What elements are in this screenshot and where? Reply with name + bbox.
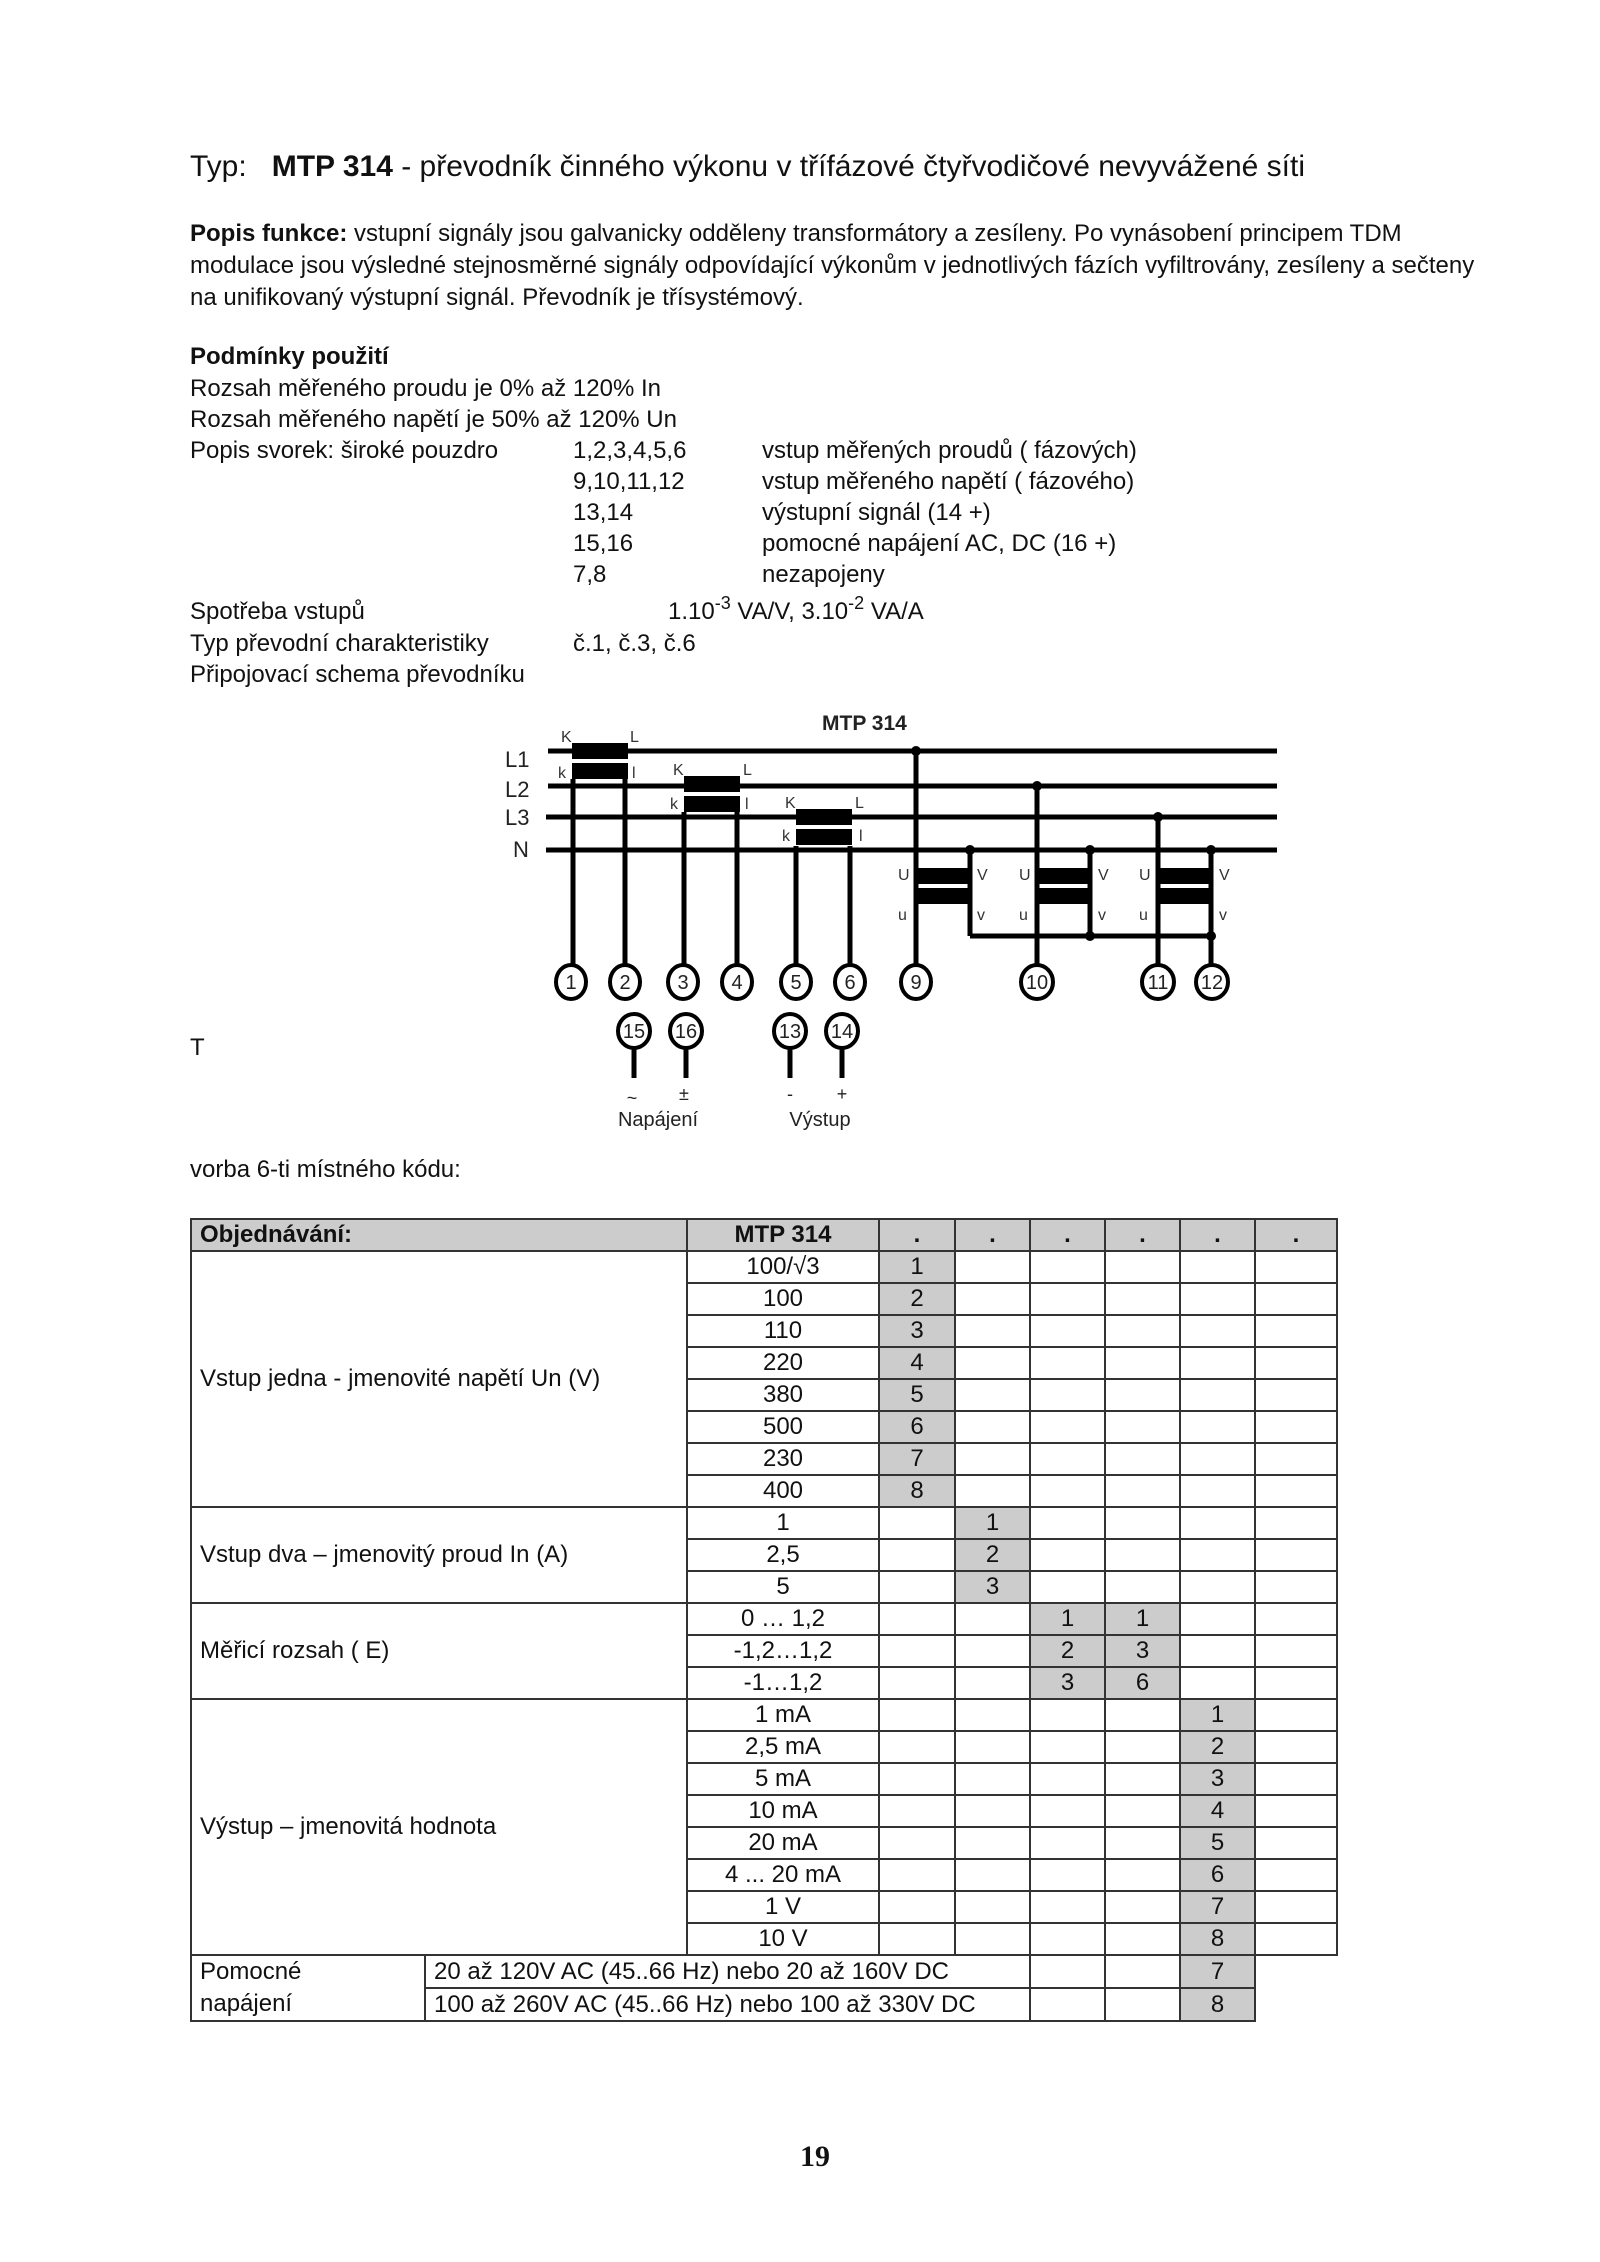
svg-text:u: u (1139, 907, 1148, 924)
page-number: 19 (800, 2140, 830, 2173)
code-cell (1255, 1667, 1337, 1699)
table-row (191, 1603, 1337, 1635)
code-cell (1255, 1507, 1337, 1539)
description-text: vstupní signály jsou galvanicky odděleny transformátory a zesíleny. Po vynásobení principem TDM modulace jsou výsledné stejnosměrné signály odpovídající výkonům v jednotlivých fázích vyfiltrovány, zesíleny a sečteny na unifikovaný výstupní signál. Převodník je třísystémový. (190, 220, 1475, 311)
code-cell: 2 (1180, 1731, 1255, 1763)
terminal-pins: 9,10,11,12 (573, 468, 685, 495)
code-cell (1105, 1731, 1180, 1763)
supply-label-line: Pomocné (200, 1958, 302, 1985)
characteristic-value: č.1, č.3, č.6 (573, 630, 696, 657)
svg-text:L: L (743, 762, 752, 779)
code-cell (955, 1859, 1030, 1891)
terminal-2: 2 (619, 972, 631, 994)
code-cell (879, 1571, 955, 1603)
code-cell (1105, 1379, 1180, 1411)
supply-option: 100 až 260V AC (45..66 Hz) nebo 100 až 330V DC (425, 1988, 1030, 2021)
code-cell (1105, 1251, 1180, 1283)
code-cell: 6 (1180, 1859, 1255, 1891)
svg-text:K: K (673, 762, 684, 779)
line-label-l1: L1 (505, 747, 530, 772)
svg-text:U: U (1139, 867, 1151, 884)
code-cell (879, 1891, 955, 1923)
code-cell (1030, 1315, 1105, 1347)
code-cell (1180, 1283, 1255, 1315)
consumption-label: Spotřeba vstupů (190, 598, 365, 625)
code-cell (1180, 1571, 1255, 1603)
code-cell (879, 1699, 955, 1731)
code-cell (1105, 1699, 1180, 1731)
terminal-14: 14 (830, 1021, 854, 1043)
code-cell (1030, 1988, 1105, 2021)
code-cell (1105, 1283, 1180, 1315)
code-cell: 4 (1180, 1795, 1255, 1827)
svg-text:v: v (1098, 907, 1106, 924)
code-cell (955, 1891, 1030, 1923)
characteristic-label: Typ převodní charakteristiky (190, 630, 489, 657)
terminal-12: 12 (1200, 972, 1224, 994)
terminal-16: 16 (674, 1021, 698, 1043)
description-label: Popis funkce: (190, 220, 348, 247)
option-value: 1 V (687, 1891, 879, 1923)
code-cell: 8 (879, 1475, 955, 1507)
svg-text:v: v (977, 907, 985, 924)
svg-text:l: l (859, 828, 863, 845)
code-cell: 8 (1180, 1923, 1255, 1955)
code-cell (879, 1667, 955, 1699)
supply-label-line: napájení (200, 1990, 293, 2017)
code-cell (1255, 1699, 1337, 1731)
terminal-desc: nezapojeny (762, 561, 885, 588)
code-cell (955, 1443, 1030, 1475)
code-cell (1255, 1315, 1337, 1347)
svg-text:k: k (558, 765, 566, 782)
svg-text:k: k (670, 796, 678, 813)
code-cell (1255, 1859, 1337, 1891)
order-header-model: MTP 314 (687, 1219, 879, 1251)
code-cell (1105, 1539, 1180, 1571)
consumption-unit: VA/V, 3.10 (730, 598, 849, 625)
terminal-5: 5 (790, 972, 802, 994)
table-row (191, 1507, 1337, 1539)
code-position: . (1180, 1219, 1255, 1251)
option-value: 220 (687, 1347, 879, 1379)
code-cell: 3 (1180, 1763, 1255, 1795)
code-cell: 2 (879, 1283, 955, 1315)
terminal-6: 6 (844, 972, 856, 994)
terminal-13: 13 (778, 1021, 802, 1043)
code-cell (1180, 1347, 1255, 1379)
terminals-label: Popis svorek: široké pouzdro (190, 437, 499, 464)
code-cell: 7 (879, 1443, 955, 1475)
code-cell (879, 1635, 955, 1667)
code-position: . (955, 1219, 1030, 1251)
code-cell (1030, 1539, 1105, 1571)
code-cell (955, 1411, 1030, 1443)
code-cell (1255, 1923, 1337, 1955)
code-cell (1180, 1315, 1255, 1347)
code-cell (1180, 1443, 1255, 1475)
option-value: 400 (687, 1475, 879, 1507)
code-cell (1105, 1411, 1180, 1443)
code-cell (1030, 1475, 1105, 1507)
code-cell (1105, 1859, 1180, 1891)
code-cell (955, 1315, 1030, 1347)
code-cell (955, 1347, 1030, 1379)
code-cell: 1 (879, 1251, 955, 1283)
svg-text:u: u (1019, 907, 1028, 924)
code-cell (1255, 1603, 1337, 1635)
code-cell (1255, 1891, 1337, 1923)
svg-text:l: l (632, 765, 636, 782)
code-cell (955, 1923, 1030, 1955)
option-value: 2,5 mA (687, 1731, 879, 1763)
option-value: 20 mA (687, 1827, 879, 1859)
table-row (191, 1699, 1337, 1731)
code-cell (1105, 1507, 1180, 1539)
code-cell (1180, 1251, 1255, 1283)
terminal-9: 9 (910, 972, 922, 994)
code-intro: vorba 6-ti místného kódu: (190, 1156, 461, 1183)
code-cell (1105, 1795, 1180, 1827)
code-cell (1180, 1379, 1255, 1411)
terminal-10: 10 (1025, 972, 1049, 994)
code-cell (1255, 1347, 1337, 1379)
option-value: 500 (687, 1411, 879, 1443)
code-cell: 6 (879, 1411, 955, 1443)
code-cell (1255, 1795, 1337, 1827)
plus-minus-symbol: ± (679, 1084, 689, 1104)
code-cell (879, 1795, 955, 1827)
code-cell (955, 1827, 1030, 1859)
code-cell (1180, 1539, 1255, 1571)
code-cell (1030, 1571, 1105, 1603)
code-cell (879, 1763, 955, 1795)
svg-text:V: V (977, 867, 988, 884)
option-value: 100 (687, 1283, 879, 1315)
code-cell (1030, 1347, 1105, 1379)
line-label-n: N (513, 837, 529, 862)
code-cell: 7 (1180, 1891, 1255, 1923)
code-cell (1030, 1763, 1105, 1795)
option-value: 5 (687, 1571, 879, 1603)
code-cell (1255, 1539, 1337, 1571)
diagram-title: MTP 314 (822, 712, 907, 735)
group-label: Vstup dva – jmenovitý proud In (A) (191, 1507, 687, 1603)
code-cell (1255, 1283, 1337, 1315)
code-cell: 1 (1105, 1603, 1180, 1635)
code-cell: 3 (1105, 1635, 1180, 1667)
code-cell: 3 (1030, 1667, 1105, 1699)
code-cell: 1 (955, 1507, 1030, 1539)
group-label: Výstup – jmenovitá hodnota (191, 1699, 687, 1955)
code-cell (1030, 1507, 1105, 1539)
terminal-desc: vstup měřeného napětí ( fázového) (762, 468, 1135, 495)
code-cell (955, 1731, 1030, 1763)
option-value: 1 (687, 1507, 879, 1539)
code-cell (1255, 1571, 1337, 1603)
terminal-pins: 13,14 (573, 499, 634, 526)
code-cell (1030, 1251, 1105, 1283)
code-cell (1255, 1443, 1337, 1475)
code-cell (1030, 1283, 1105, 1315)
code-cell (1105, 1988, 1180, 2021)
option-value: 380 (687, 1379, 879, 1411)
code-cell (955, 1283, 1030, 1315)
code-position: . (879, 1219, 955, 1251)
code-cell (1105, 1475, 1180, 1507)
svg-text:K: K (785, 795, 796, 812)
code-cell (1105, 1315, 1180, 1347)
code-cell (1255, 1475, 1337, 1507)
terminal-pins: 15,16 (573, 530, 634, 557)
option-value: 10 mA (687, 1795, 879, 1827)
code-cell (955, 1475, 1030, 1507)
table-header (191, 1219, 1337, 1251)
code-cell (1255, 1251, 1337, 1283)
code-cell (1255, 1827, 1337, 1859)
code-cell (1030, 1411, 1105, 1443)
code-position: . (1105, 1219, 1180, 1251)
option-value: 5 mA (687, 1763, 879, 1795)
terminal-3: 3 (677, 972, 689, 994)
code-cell (1105, 1347, 1180, 1379)
code-cell: 2 (955, 1539, 1030, 1571)
current-range: Rozsah měřeného proudu je 0% až 120% In (190, 375, 661, 402)
option-value: -1,2…1,2 (687, 1635, 879, 1667)
code-cell (1180, 1411, 1255, 1443)
model-name: MTP 314 (271, 150, 393, 183)
order-header-label: Objednávání: (191, 1219, 687, 1251)
terminal-4: 4 (731, 972, 743, 994)
svg-text:L: L (630, 729, 639, 746)
code-cell (1255, 1635, 1337, 1667)
output-label: Výstup (789, 1109, 851, 1131)
code-cell (1030, 1859, 1105, 1891)
code-cell (1030, 1891, 1105, 1923)
code-cell (1105, 1955, 1180, 1988)
plus-symbol: + (836, 1084, 848, 1104)
exponent: -2 (848, 593, 865, 613)
svg-text:K: K (561, 729, 572, 746)
option-value: 2,5 (687, 1539, 879, 1571)
supply-option: 20 až 120V AC (45..66 Hz) nebo 20 až 160V DC (425, 1955, 1030, 1988)
minus-symbol: - (787, 1084, 793, 1104)
option-value: 230 (687, 1443, 879, 1475)
svg-text:k: k (782, 828, 790, 845)
voltage-range: Rozsah měřeného napětí je 50% až 120% Un (190, 406, 677, 433)
svg-text:U: U (1019, 867, 1031, 884)
terminal-desc: výstupní signál (14 +) (762, 499, 991, 526)
title-text: - převodník činného výkonu v třífázové čtyřvodičové nevyvážené síti (392, 150, 1306, 183)
code-cell (879, 1603, 955, 1635)
code-cell (1255, 1763, 1337, 1795)
code-cell: 5 (879, 1379, 955, 1411)
code-cell (1255, 1379, 1337, 1411)
code-cell (955, 1379, 1030, 1411)
table-row (191, 1251, 1337, 1283)
code-cell (879, 1923, 955, 1955)
terminal-1: 1 (565, 972, 577, 994)
supply-group-label (191, 1955, 425, 2021)
code-cell (1105, 1923, 1180, 1955)
option-value: 1 mA (687, 1699, 879, 1731)
type-label: Typ: (190, 150, 247, 183)
code-cell (1030, 1923, 1105, 1955)
conditions-heading: Podmínky použití (190, 343, 389, 370)
option-value: 110 (687, 1315, 879, 1347)
group-label: Vstup jedna - jmenovité napětí Un (V) (191, 1251, 687, 1507)
svg-text:L: L (855, 795, 864, 812)
code-cell: 8 (1180, 1988, 1255, 2021)
code-cell (879, 1731, 955, 1763)
code-cell: 3 (879, 1315, 955, 1347)
code-cell: 7 (1180, 1955, 1255, 1988)
code-cell (1105, 1443, 1180, 1475)
code-cell (955, 1603, 1030, 1635)
schema-label: Připojovací schema převodníku (190, 661, 525, 688)
option-value: 10 V (687, 1923, 879, 1955)
code-cell (1105, 1571, 1180, 1603)
code-cell (879, 1827, 955, 1859)
terminal-pins: 7,8 (573, 561, 607, 588)
code-cell (1255, 1411, 1337, 1443)
option-value: -1…1,2 (687, 1667, 879, 1699)
code-cell (955, 1699, 1030, 1731)
stray-letter-t: T (190, 1034, 205, 1061)
code-cell (955, 1251, 1030, 1283)
code-cell (955, 1795, 1030, 1827)
option-value: 4 ... 20 mA (687, 1859, 879, 1891)
code-cell (1105, 1763, 1180, 1795)
code-cell (1180, 1603, 1255, 1635)
code-cell (1030, 1827, 1105, 1859)
code-cell (1105, 1827, 1180, 1859)
code-cell: 3 (955, 1571, 1030, 1603)
code-cell (1030, 1795, 1105, 1827)
option-value: 100/√3 (687, 1251, 879, 1283)
line-label-l2: L2 (505, 777, 530, 802)
code-cell (1180, 1507, 1255, 1539)
code-cell (1105, 1891, 1180, 1923)
code-cell (1030, 1699, 1105, 1731)
code-position: . (1030, 1219, 1105, 1251)
svg-text:u: u (898, 907, 907, 924)
code-cell: 4 (879, 1347, 955, 1379)
ac-symbol: ~ (626, 1088, 638, 1108)
option-value: 0 … 1,2 (687, 1603, 879, 1635)
terminal-15: 15 (622, 1021, 646, 1043)
svg-text:V: V (1098, 867, 1109, 884)
terminal-desc: pomocné napájení AC, DC (16 +) (762, 530, 1117, 557)
code-cell: 6 (1105, 1667, 1180, 1699)
code-cell (955, 1635, 1030, 1667)
table-row (191, 1955, 1337, 1988)
ordering-table (190, 1218, 1338, 2022)
terminal-desc: vstup měřených proudů ( fázových) (762, 437, 1137, 464)
code-cell: 1 (1030, 1603, 1105, 1635)
terminal-pins: 1,2,3,4,5,6 (573, 437, 687, 464)
consumption-unit: VA/A (864, 598, 924, 625)
svg-text:V: V (1219, 867, 1230, 884)
code-cell (1030, 1379, 1105, 1411)
code-cell (1180, 1475, 1255, 1507)
code-cell (879, 1507, 955, 1539)
svg-text:U: U (898, 867, 910, 884)
line-label-l3: L3 (505, 805, 530, 830)
code-cell (1180, 1667, 1255, 1699)
code-cell: 5 (1180, 1827, 1255, 1859)
terminal-11: 11 (1147, 972, 1169, 994)
code-cell (1180, 1635, 1255, 1667)
code-position: . (1255, 1219, 1337, 1251)
code-cell: 1 (1180, 1699, 1255, 1731)
exponent: -3 (714, 593, 731, 613)
code-cell (1030, 1731, 1105, 1763)
code-cell (1030, 1443, 1105, 1475)
code-cell (955, 1667, 1030, 1699)
consumption-a: 1.10 (668, 598, 715, 625)
supply-label: Napájení (617, 1109, 699, 1131)
svg-text:v: v (1219, 907, 1227, 924)
svg-text:l: l (745, 796, 749, 813)
code-cell (879, 1859, 955, 1891)
code-cell (879, 1539, 955, 1571)
code-cell (1030, 1955, 1105, 1988)
code-cell (955, 1763, 1030, 1795)
code-cell: 2 (1030, 1635, 1105, 1667)
code-cell (1255, 1731, 1337, 1763)
group-label: Měřicí rozsah ( E) (191, 1603, 687, 1699)
